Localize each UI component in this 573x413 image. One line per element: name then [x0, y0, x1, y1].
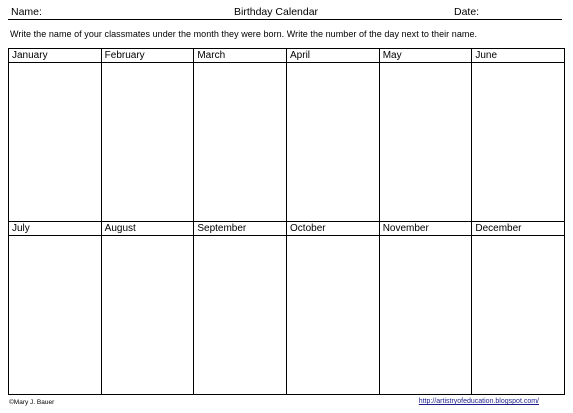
month-label: May — [380, 49, 472, 63]
name-label: Name: — [11, 6, 42, 18]
month-label: September — [194, 222, 286, 236]
birthday-calendar-grid — [8, 48, 565, 395]
month-label: April — [287, 49, 379, 63]
month-cell-december[interactable] — [472, 222, 564, 394]
instructions-text: Write the name of your classmates under the month they were born. Write the number of the day next to their name. — [10, 29, 478, 39]
header-line — [8, 4, 562, 20]
month-cell-june[interactable] — [472, 49, 564, 221]
month-label: June — [472, 49, 564, 63]
calendar-row-1 — [9, 49, 564, 222]
blog-link[interactable]: http://artistryofeducation.blogspot.com/ — [418, 398, 539, 405]
month-label: July — [9, 222, 101, 236]
month-cell-february[interactable] — [102, 49, 195, 221]
calendar-row-2 — [9, 222, 564, 394]
month-label: January — [9, 49, 101, 63]
month-cell-march[interactable] — [194, 49, 287, 221]
month-label: November — [380, 222, 472, 236]
month-label: February — [102, 49, 194, 63]
month-cell-january[interactable] — [9, 49, 102, 221]
copyright-text: ©Mary J. Bauer — [9, 399, 55, 406]
month-label: December — [472, 222, 564, 236]
month-cell-august[interactable] — [102, 222, 195, 394]
month-cell-april[interactable] — [287, 49, 380, 221]
month-cell-july[interactable] — [9, 222, 102, 394]
month-cell-may[interactable] — [380, 49, 473, 221]
month-label: March — [194, 49, 286, 63]
month-label: August — [102, 222, 194, 236]
page-title: Birthday Calendar — [234, 6, 319, 18]
month-cell-september[interactable] — [194, 222, 287, 394]
date-label: Date: — [454, 6, 480, 18]
month-label: October — [287, 222, 379, 236]
month-cell-october[interactable] — [287, 222, 380, 394]
month-cell-november[interactable] — [380, 222, 473, 394]
